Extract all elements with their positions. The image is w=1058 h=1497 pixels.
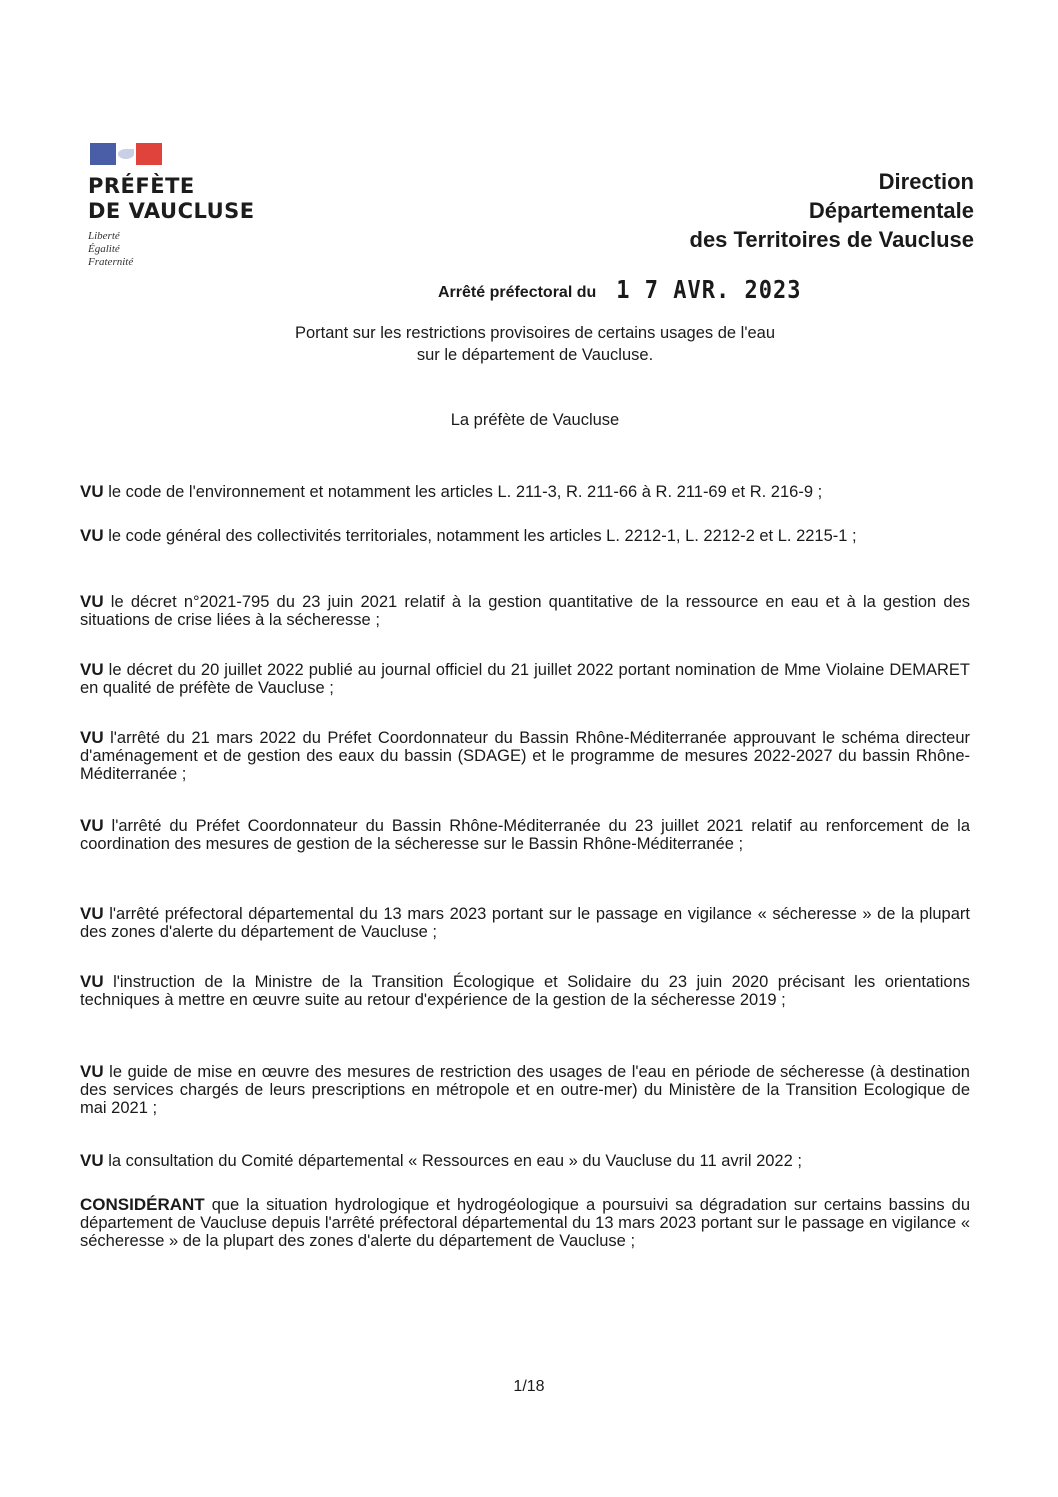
page-number: 1/18 <box>513 1378 545 1395</box>
visa-lead: VU <box>80 1062 104 1081</box>
directorate-line2: Départementale <box>808 198 974 223</box>
arrete-heading <box>438 278 801 303</box>
considerant-text: que la situation hydrologique et hydrogéologique a poursuivi sa dégradation sur certains bassins du département de Vaucluse depuis l'arrêté préfectoral départemental du 13 mars 2023 portant sur le passage en vigilance « sécheresse » de la plupart des zones d'alerte du département de Vaucluse ; <box>80 1196 970 1250</box>
issuing-directorate <box>690 167 975 254</box>
prefecture-logo <box>88 143 308 269</box>
flag-blue-band <box>90 143 116 165</box>
visa-paragraph <box>80 661 970 697</box>
visa-paragraph <box>80 1063 970 1117</box>
considerant-paragraph <box>80 1196 970 1250</box>
considerant-lead: CONSIDÉRANT <box>80 1195 205 1214</box>
subject-line1: Portant sur les restrictions provisoires de certains usages de l'eau <box>294 324 776 342</box>
prefecture-name <box>88 174 308 224</box>
flag-white-band <box>116 143 136 165</box>
date-stamp: 1 7 AVR. 2023 <box>616 276 802 305</box>
french-flag-icon <box>90 143 162 165</box>
visa-text: l'arrêté du Préfet Coordonnateur du Bassin Rhône-Méditerranée du 23 juillet 2021 relatif au renforcement de la coordination des mesures de gestion de la sécheresse sur le Bassin Rhône-Méditerranée ; <box>80 817 970 853</box>
visa-text: le guide de mise en œuvre des mesures de restriction des usages de l'eau en période de sécheresse (à destination des services chargés de leurs prescriptions en métropole et en outre-mer) du Ministère de la Transition Ecologique de mai 2021 ; <box>80 1063 970 1117</box>
visa-lead: VU <box>80 1151 104 1170</box>
visa-paragraph <box>80 729 970 783</box>
visa-lead: VU <box>80 526 104 545</box>
arrete-label: Arrêté préfectoral du <box>438 284 597 301</box>
visa-lead: VU <box>80 482 104 501</box>
motto-fraternite: Fraternité <box>88 256 134 268</box>
visa-paragraph <box>80 817 970 853</box>
visa-text: l'arrêté du 21 mars 2022 du Préfet Coordonnateur du Bassin Rhône-Méditerranée approuvant le schéma directeur d'aménagement et de gestion des eaux du bassin (SDAGE) et le programme de mesures 2022-2027 du bassin Rhône-Méditerranée ; <box>80 729 970 783</box>
visa-text: le décret du 20 juillet 2022 publié au journal officiel du 21 juillet 2022 portant nomination de Mme Violaine DEMARET en qualité de préfète de Vaucluse ; <box>80 661 970 697</box>
visa-paragraph <box>80 483 970 501</box>
prefecture-name-line1: PRÉFÈTE <box>88 174 195 198</box>
visa-paragraph <box>80 973 970 1009</box>
visa-paragraph <box>80 905 970 941</box>
directorate-line1: Direction <box>878 169 974 194</box>
motto-liberte: Liberté <box>88 230 120 242</box>
flag-red-band <box>136 143 162 165</box>
subject-line2: sur le département de Vaucluse. <box>416 346 654 364</box>
visa-text: le code général des collectivités territoriales, notamment les articles L. 2212-1, L. 2212-2 et L. 2215-1 ; <box>103 527 857 545</box>
arrete-subject <box>200 322 870 366</box>
issuing-authority: La préfète de Vaucluse <box>450 411 620 429</box>
visa-paragraph <box>80 527 970 545</box>
motto-egalite: Égalité <box>88 243 120 255</box>
visa-text: la consultation du Comité départemental « Ressources en eau » du Vaucluse du 11 avril 2022 ; <box>103 1152 802 1170</box>
visa-lead: VU <box>80 592 104 611</box>
visa-lead: VU <box>80 660 104 679</box>
visa-paragraph <box>80 1152 970 1170</box>
republic-motto <box>88 230 308 269</box>
visa-paragraph <box>80 593 970 629</box>
visa-lead: VU <box>80 728 104 747</box>
visa-text: le décret n°2021-795 du 23 juin 2021 relatif à la gestion quantitative de la ressource en eau et à la gestion des situations de crise liées à la sécheresse ; <box>80 593 970 629</box>
visa-text: l'instruction de la Ministre de la Transition Écologique et Solidaire du 23 juin 2020 précisant les orientations techniques à mettre en œuvre suite au retour d'expérience de la gestion de la sécheresse 2019 ; <box>80 973 970 1009</box>
directorate-line3: des Territoires de Vaucluse <box>689 227 974 252</box>
visa-text: le code de l'environnement et notamment les articles L. 211-3, R. 211-66 à R. 211-69 et R. 216-9 ; <box>103 483 823 501</box>
prefecture-name-line2: DE VAUCLUSE <box>88 199 255 223</box>
visa-lead: VU <box>80 972 104 991</box>
visa-lead: VU <box>80 816 104 835</box>
visa-text: l'arrêté préfectoral départemental du 13 mars 2023 portant sur le passage en vigilance « sécheresse » de la plupart des zones d'alerte du département de Vaucluse ; <box>80 905 970 941</box>
visa-lead: VU <box>80 904 104 923</box>
